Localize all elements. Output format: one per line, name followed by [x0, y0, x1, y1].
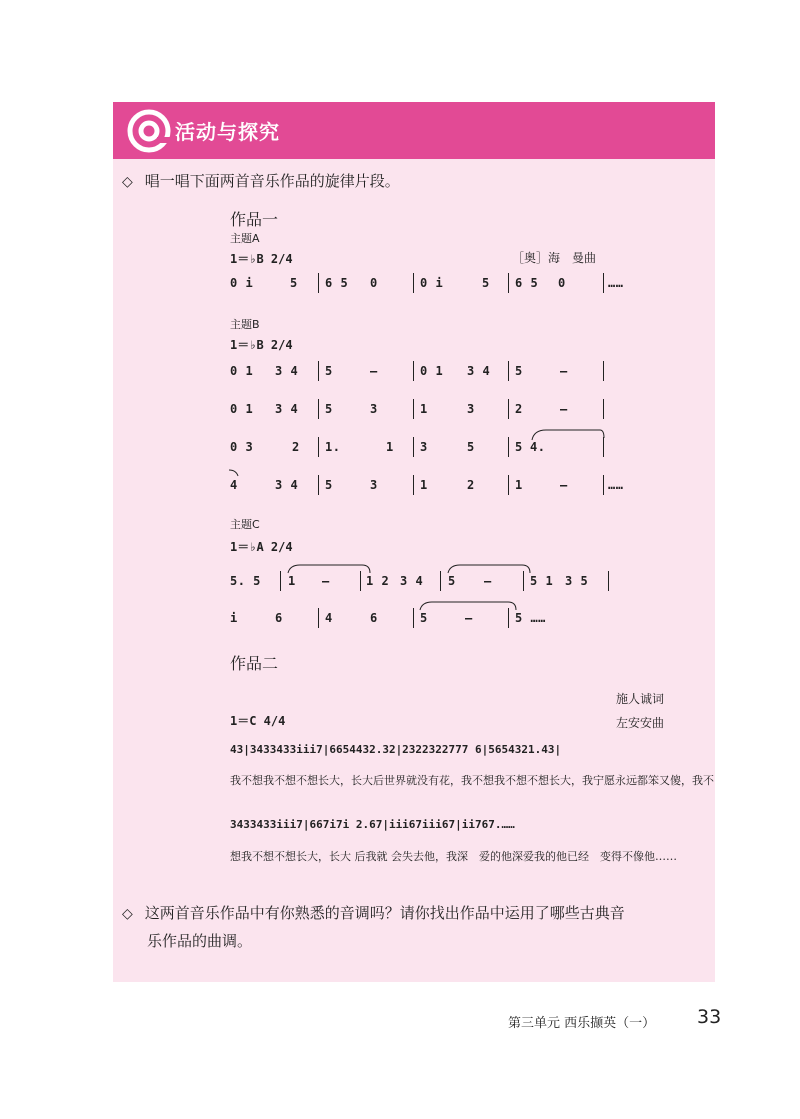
note-group: 0	[370, 276, 378, 290]
bar-line	[608, 571, 609, 591]
note-group: 1	[386, 440, 394, 454]
question-2-line-2: 乐作品的曲调。	[147, 932, 253, 950]
work2-lyricist: 施人诚词	[616, 692, 665, 706]
note-group: –	[322, 574, 330, 588]
bar-line	[508, 608, 509, 628]
bar-line	[413, 608, 414, 628]
note-group: 3	[370, 478, 378, 492]
note-group: 4.	[530, 440, 546, 454]
note-group: 2	[467, 478, 475, 492]
note-group: 5	[325, 364, 333, 378]
note-group: 3	[370, 402, 378, 416]
note-group: 6	[370, 611, 378, 625]
note-group: 0 3	[230, 440, 254, 454]
ellipsis: ……	[608, 276, 624, 290]
note-group: 2	[515, 402, 523, 416]
note-group: 0 i	[230, 276, 254, 290]
note-group: 5 ……	[515, 611, 546, 625]
work2-notes-line-1: 43|3433433iii7|6654432.32|2322322777 6|5654321.43|	[230, 743, 562, 756]
themeC-key: 1＝♭A 2/4	[230, 540, 293, 554]
note-group: 1	[420, 402, 428, 416]
bar-line	[413, 273, 414, 293]
bar-line	[280, 571, 281, 591]
bar-line	[508, 361, 509, 381]
note-group: 1	[515, 478, 523, 492]
note-group: 3 4	[275, 402, 299, 416]
note-group: 3	[420, 440, 428, 454]
note-group: 4	[325, 611, 333, 625]
page-number: 33	[697, 1006, 722, 1028]
note-group: 5	[420, 611, 428, 625]
note-group: 3 4	[467, 364, 491, 378]
themeA-label: 主题A	[230, 232, 260, 245]
bar-line	[603, 475, 604, 495]
work1-composer: ［奥］海 曼曲	[512, 251, 597, 265]
note-group: –	[560, 364, 568, 378]
question-2	[122, 900, 625, 927]
note-group: 0	[558, 276, 566, 290]
section-logo-icon	[127, 109, 171, 153]
note-group: –	[465, 611, 473, 625]
note-group: 5	[290, 276, 298, 290]
note-group: 0 1	[230, 402, 254, 416]
note-group: 3 4	[400, 574, 424, 588]
work2-composer: 左安安曲	[616, 716, 665, 730]
bar-line	[603, 273, 604, 293]
bar-line	[603, 399, 604, 419]
note-group: –	[560, 478, 568, 492]
note-group: 0 1	[420, 364, 444, 378]
note-group: 3 5	[565, 574, 589, 588]
note-group: 5	[515, 440, 523, 454]
chapter-footer: 第三单元 西乐撷英（一）	[508, 1016, 656, 1031]
note-group: 5	[482, 276, 490, 290]
note-group: 1	[288, 574, 296, 588]
note-group: 0 1	[230, 364, 254, 378]
themeB-key: 1＝♭B 2/4	[230, 338, 293, 352]
ellipsis: ……	[608, 478, 624, 492]
bar-line	[318, 475, 319, 495]
work2-notes-line-2: 3433433iii7|667i7i 2.67|iii67iii67|ii767.……	[230, 818, 515, 831]
question-2-text-line-1: 这两首音乐作品中有你熟悉的音调吗？请你找出作品中运用了哪些古典音	[144, 904, 625, 922]
note-group: –	[560, 402, 568, 416]
themeB-label: 主题B	[230, 318, 260, 331]
note-group: 1.	[325, 440, 341, 454]
note-group: 2	[292, 440, 300, 454]
tie-arc	[228, 468, 242, 478]
bar-line	[440, 571, 441, 591]
note-group: 6	[275, 611, 283, 625]
bar-line	[413, 437, 414, 457]
themeC-label: 主题C	[230, 518, 260, 531]
bar-line	[508, 437, 509, 457]
work2-lyrics-line-2: 想我不想不想长大，长大 后我就 会失去他，我深 爱的他深爱我的他已经 变得不像他……	[230, 850, 677, 863]
bar-line	[523, 571, 524, 591]
tie-arc	[446, 563, 532, 575]
diamond-bullet-icon: ◇	[122, 906, 133, 922]
note-group: –	[484, 574, 492, 588]
bar-line	[413, 399, 414, 419]
bar-line	[318, 608, 319, 628]
note-group: 4	[230, 478, 238, 492]
bar-line	[603, 361, 604, 381]
bar-line	[508, 399, 509, 419]
bar-line	[413, 475, 414, 495]
work2-lyrics-line-1: 我不想我不想不想长大，长大后世界就没有花，我不想我不想不想长大，我宁愿永远都笨又傻，我不	[230, 774, 714, 787]
note-group: 1	[420, 478, 428, 492]
note-group: 1 2	[366, 574, 390, 588]
note-group: 5. 5	[230, 574, 261, 588]
bar-line	[318, 437, 319, 457]
section-title: 活动与探究	[175, 120, 280, 144]
note-group: 5	[448, 574, 456, 588]
work2-key: 1＝C 4/4	[230, 714, 286, 728]
note-group: 5	[325, 402, 333, 416]
tie-arc	[530, 428, 606, 442]
bar-line	[508, 475, 509, 495]
diamond-bullet-icon: ◇	[122, 174, 133, 190]
tie-arc	[418, 600, 518, 612]
bar-line	[603, 437, 604, 457]
bar-line	[318, 273, 319, 293]
note-group: 5	[467, 440, 475, 454]
question-1	[122, 168, 400, 195]
note-group: 6 5	[325, 276, 349, 290]
bar-line	[360, 571, 361, 591]
section-banner	[113, 102, 715, 159]
note-group: 5	[325, 478, 333, 492]
note-group: 3	[467, 402, 475, 416]
themeA-key: 1＝♭B 2/4	[230, 252, 293, 266]
work2-title: 作品二	[230, 654, 279, 673]
note-group: 5	[515, 364, 523, 378]
note-group: i	[230, 611, 238, 625]
question-1-text: 唱一唱下面两首音乐作品的旋律片段。	[144, 172, 400, 190]
bar-line	[413, 361, 414, 381]
bar-line	[508, 273, 509, 293]
work1-title: 作品一	[230, 210, 279, 229]
note-group: 5 1	[530, 574, 554, 588]
note-group: –	[370, 364, 378, 378]
note-group: 6 5	[515, 276, 539, 290]
note-group: 0 i	[420, 276, 444, 290]
note-group: 3 4	[275, 478, 299, 492]
bar-line	[318, 399, 319, 419]
note-group: 3 4	[275, 364, 299, 378]
bar-line	[318, 361, 319, 381]
